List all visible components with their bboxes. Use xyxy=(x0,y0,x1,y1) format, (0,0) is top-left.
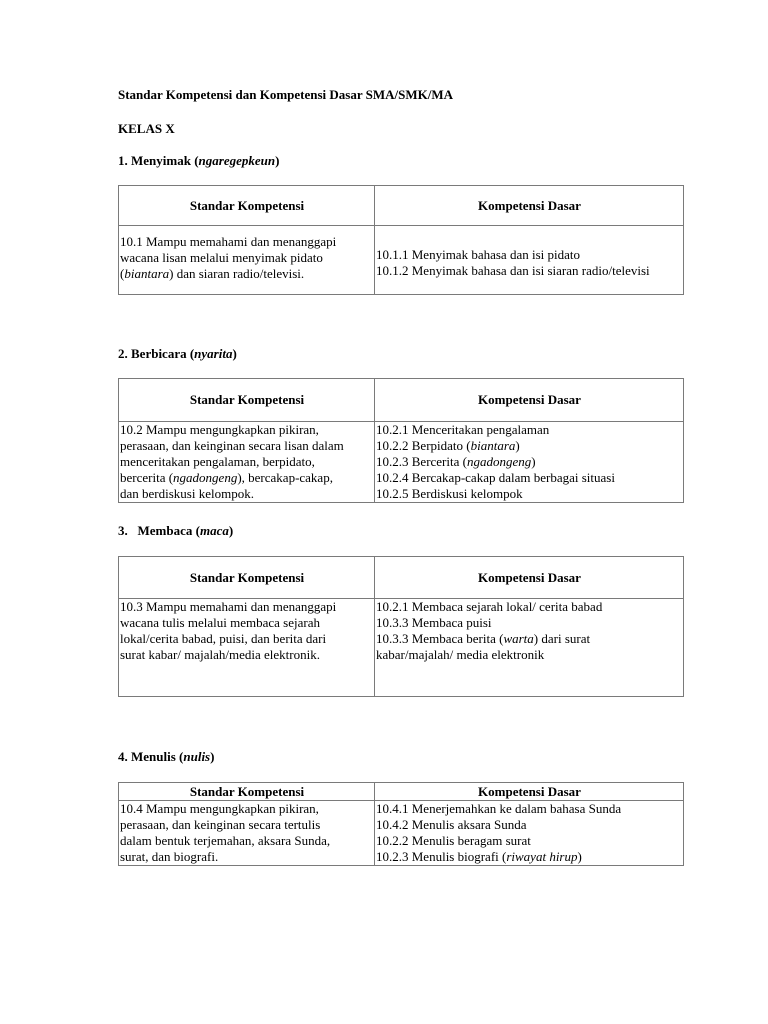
cell-line: wacana tulis melalui membaca sejarah xyxy=(120,615,320,630)
cell-text: ) xyxy=(577,849,582,864)
header-kompetensi-dasar: Kompetensi Dasar xyxy=(375,557,684,599)
cell-line xyxy=(120,470,374,486)
cell-line xyxy=(376,438,683,454)
cell-line: 10.2.4 Bercakap-cakap dalam berbagai situasi xyxy=(376,470,615,485)
sk-cell xyxy=(119,422,375,503)
competency-table xyxy=(118,782,684,866)
table-header-row xyxy=(119,783,684,801)
document-title: Standar Kompetensi dan Kompetensi Dasar SMA/SMK/MA xyxy=(118,87,454,102)
cell-line: 10.3 Mampu memahami dan menanggapi xyxy=(120,599,337,614)
italic-term: ngadongeng xyxy=(173,470,238,485)
table-header-row xyxy=(119,557,684,599)
section-heading-term: nyarita xyxy=(194,346,233,361)
section-heading-term: ngaregepkeun xyxy=(198,153,276,168)
section-heading xyxy=(118,346,237,362)
header-standar-kompetensi: Standar Kompetensi xyxy=(119,783,375,801)
cell-line: 10.4 Mampu mengungkapkan pikiran, xyxy=(120,801,319,816)
cell-line xyxy=(376,631,683,647)
cell-line: perasaan, dan keinginan secara lisan dalam xyxy=(120,438,344,453)
cell-line: 10.2.2 Menulis beragam surat xyxy=(376,833,531,848)
cell-line xyxy=(120,266,374,282)
competency-table xyxy=(118,378,684,503)
cell-text: ), bercakap-cakap, xyxy=(237,470,333,485)
cell-text: bercerita ( xyxy=(120,470,174,485)
cell-line: lokal/cerita babad, puisi, dan berita dari xyxy=(120,631,327,646)
section-heading-suffix: ) xyxy=(228,523,234,538)
cell-text: ) dari surat xyxy=(533,631,591,646)
cell-line xyxy=(376,454,683,470)
table-row xyxy=(119,599,684,697)
kd-cell xyxy=(375,599,684,697)
section-heading-suffix: ) xyxy=(275,153,280,168)
cell-text: 10.2.2 Berpidato ( xyxy=(376,438,471,453)
section-heading-suffix: ) xyxy=(232,346,237,361)
section-heading xyxy=(118,153,279,169)
section-heading-text: 3. Membaca ( xyxy=(118,523,200,538)
italic-term: biantara xyxy=(470,438,516,453)
competency-table xyxy=(118,185,684,295)
table-header-row xyxy=(119,186,684,226)
cell-line: surat, dan biografi. xyxy=(120,849,219,864)
kd-cell xyxy=(375,801,684,866)
section-heading-suffix: ) xyxy=(210,749,215,764)
cell-line: dan berdiskusi kelompok. xyxy=(120,486,254,501)
cell-text: 10.3.3 Membaca berita ( xyxy=(376,631,504,646)
cell-line: surat kabar/ majalah/media elektronik. xyxy=(120,647,320,662)
cell-line: 10.4.2 Menulis aksara Sunda xyxy=(376,817,527,832)
table-row xyxy=(119,226,684,295)
cell-line: 10.3.3 Membaca puisi xyxy=(376,615,492,630)
table-header-row xyxy=(119,379,684,422)
header-kompetensi-dasar: Kompetensi Dasar xyxy=(375,379,684,422)
table-row xyxy=(119,801,684,866)
section-heading xyxy=(118,749,214,765)
cell-line: menceritakan pengalaman, berpidato, xyxy=(120,454,315,469)
cell-text: 10.2.3 Bercerita ( xyxy=(376,454,467,469)
header-standar-kompetensi: Standar Kompetensi xyxy=(119,557,375,599)
cell-line: perasaan, dan keinginan secara tertulis xyxy=(120,817,321,832)
section-heading-term: nulis xyxy=(183,749,211,764)
section-heading-text: 1. Menyimak ( xyxy=(118,153,199,168)
cell-text: ( xyxy=(120,266,125,281)
italic-term: ngadongeng xyxy=(466,454,532,469)
cell-line: wacana lisan melalui menyimak pidato xyxy=(120,250,323,265)
header-kompetensi-dasar: Kompetensi Dasar xyxy=(375,783,684,801)
cell-line: 10.1.1 Menyimak bahasa dan isi pidato xyxy=(376,247,580,262)
header-kompetensi-dasar: Kompetensi Dasar xyxy=(375,186,684,226)
sk-cell xyxy=(119,226,375,295)
italic-term: warta xyxy=(503,631,534,646)
cell-line xyxy=(376,849,683,865)
cell-line: 10.2.1 Menceritakan pengalaman xyxy=(376,422,550,437)
cell-line: 10.2 Mampu mengungkapkan pikiran, xyxy=(120,422,319,437)
competency-table xyxy=(118,556,684,697)
sk-cell xyxy=(119,801,375,866)
header-standar-kompetensi: Standar Kompetensi xyxy=(119,186,375,226)
header-standar-kompetensi: Standar Kompetensi xyxy=(119,379,375,422)
cell-line: 10.2.1 Membaca sejarah lokal/ cerita babad xyxy=(376,599,603,614)
cell-line: kabar/majalah/ media elektronik xyxy=(376,647,545,662)
cell-line: 10.2.5 Berdiskusi kelompok xyxy=(376,486,523,501)
italic-term: biantara xyxy=(124,266,170,281)
cell-text: 10.2.3 Menulis biografi ( xyxy=(376,849,507,864)
cell-text: ) dan siaran radio/televisi. xyxy=(169,266,305,281)
kd-cell xyxy=(375,226,684,295)
cell-text: ) xyxy=(515,438,520,453)
cell-line: 10.1 Mampu memahami dan menanggapi xyxy=(120,234,337,249)
italic-term: riwayat hirup xyxy=(506,849,578,864)
sk-cell xyxy=(119,599,375,697)
cell-line: dalam bentuk terjemahan, aksara Sunda, xyxy=(120,833,331,848)
cell-text: ) xyxy=(531,454,536,469)
cell-line: 10.1.2 Menyimak bahasa dan isi siaran radio/televisi xyxy=(376,263,650,278)
class-label: KELAS X xyxy=(118,121,175,136)
section-heading-term: maca xyxy=(199,523,229,538)
section-heading xyxy=(118,523,233,539)
kd-cell xyxy=(375,422,684,503)
cell-line: 10.4.1 Menerjemahkan ke dalam bahasa Sunda xyxy=(376,801,622,816)
table-row xyxy=(119,422,684,503)
section-heading-text: 2. Berbicara ( xyxy=(118,346,195,361)
section-heading-text: 4. Menulis ( xyxy=(118,749,184,764)
